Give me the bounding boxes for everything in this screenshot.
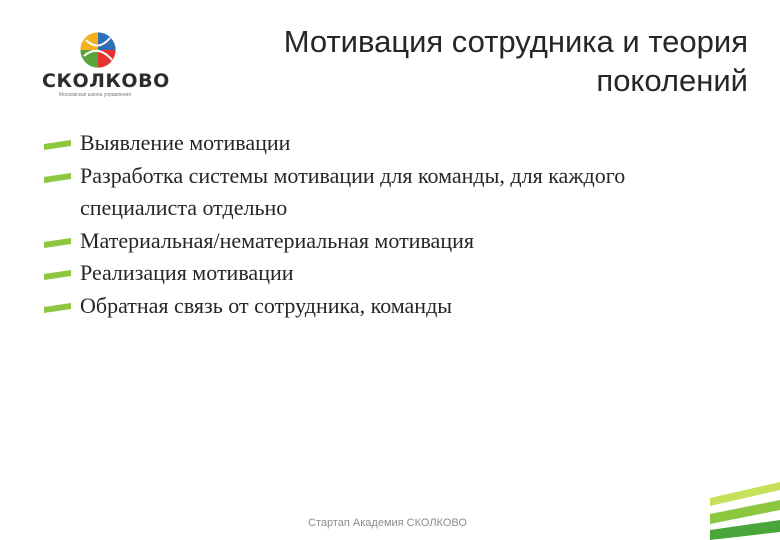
bullet-text: Материальная/нематериальная мотивация: [80, 227, 474, 253]
green-bullet-icon: [44, 173, 71, 183]
bullet-item: [44, 225, 704, 258]
bullet-text: Реализация мотивации: [80, 260, 294, 285]
skolkovo-logo: [40, 30, 170, 100]
bullet-list: [44, 127, 704, 322]
slide-title: Мотивация сотрудника и теория поколений: [283, 24, 748, 98]
skolkovo-globe-icon: [78, 30, 118, 70]
green-bullet-icon: [44, 303, 71, 313]
bullet-item: [44, 257, 704, 290]
green-bullet-icon: [44, 238, 71, 248]
green-bullet-icon: [44, 140, 71, 150]
bullet-text: Разработка системы мотивации для команды, для каждого специалиста отдельно: [80, 162, 626, 220]
logo-tagline: Московская школа управления: [58, 92, 132, 98]
footer-text: Стартап Академия СКОЛКОВО: [308, 517, 467, 529]
bullet-text: Обратная связь от сотрудника, команды: [80, 292, 453, 318]
bullet-item: [44, 290, 704, 323]
bullet-item: [44, 127, 704, 160]
bullet-item: [44, 160, 704, 225]
logo-name: СКОЛКОВО: [42, 70, 170, 92]
corner-stripes-decoration: [710, 480, 780, 540]
bullet-text: Выявление мотивации: [80, 130, 291, 155]
green-bullet-icon: [44, 270, 71, 280]
